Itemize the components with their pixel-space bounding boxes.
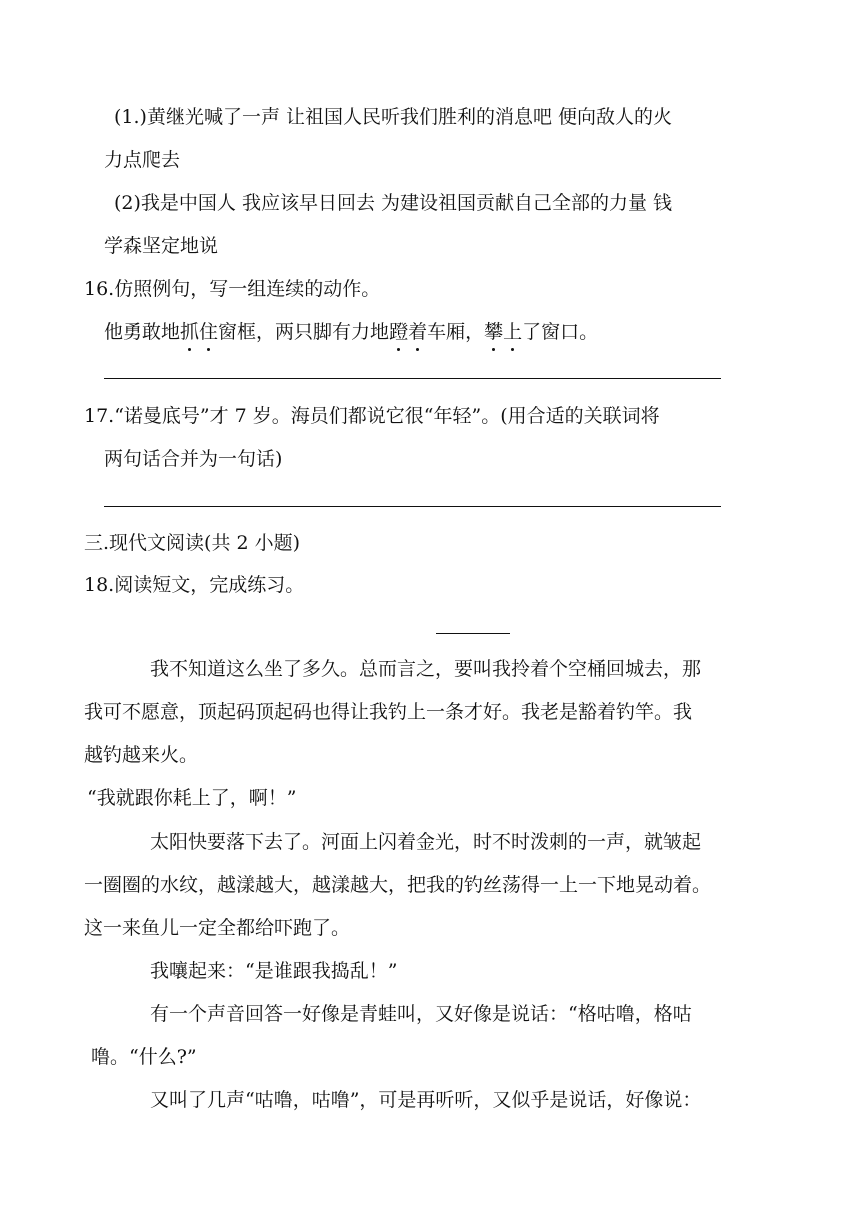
example-seg-3: 车厢， <box>427 321 485 343</box>
section-heading: 三.现代文阅读(共 2 小题) <box>84 532 301 554</box>
q17-line2: 两句话合并为一句话) <box>104 448 283 470</box>
q16-prompt: 16.仿照例句，写一组连续的动作。 <box>84 278 381 300</box>
emphasis-char: 住 <box>199 321 219 343</box>
example-seg-2: 窗框，两只脚有力地 <box>218 321 390 343</box>
passage-p1-line1: 我不知道这么坐了多久。总而言之，要叫我拎着个空桶回城去，那 <box>150 658 702 680</box>
passage-p3-line1: 太阳快要落下去了。河面上闪着金光，时不时泼刺的一声，就皱起 <box>150 831 702 853</box>
emphasis-char: 抓 <box>180 321 200 343</box>
example-seg-1: 他勇敢地 <box>104 321 181 343</box>
q15-item2-line2: 学森坚定地说 <box>104 235 219 257</box>
passage-p1-line3: 越钓越来火。 <box>84 744 199 766</box>
passage-p3-line3: 这一来鱼儿一定全都给吓跑了。 <box>84 917 351 939</box>
passage-p6-line1: 又叫了几声“咕噜，咕噜”，可是再听听，又似乎是说话，好像说： <box>150 1089 702 1111</box>
q17-answer-line[interactable] <box>104 506 721 507</box>
emphasis-char: 攀 <box>484 321 504 343</box>
q17-line1: 17.“诺曼底号”才 7 岁。海员们都说它很“年轻”。(用合适的关联词将 <box>84 405 660 427</box>
emphasis-char: 蹬 <box>389 321 409 343</box>
q15-item2-line1: (2)我是中国人 我应该早日回去 为建设祖国贡献自己全部的力量 钱 <box>114 192 673 214</box>
passage-title-blank <box>436 633 510 634</box>
q18-prompt: 18.阅读短文，完成练习。 <box>84 574 305 596</box>
q16-answer-line[interactable] <box>104 378 721 379</box>
emphasis-char: 着 <box>408 321 428 343</box>
emphasis-char: 上 <box>503 321 523 343</box>
passage-p2: “我就跟你耗上了，啊！” <box>87 787 297 809</box>
q16-example-sentence <box>104 319 598 345</box>
q15-item1-line1: (1.)黄继光喊了一声 让祖国人民听我们胜利的消息吧 便向敌人的火 <box>114 106 673 128</box>
passage-p5-line1: 有一个声音回答一好像是青蛙叫，又好像是说话：“格咕噜，格咕 <box>150 1003 692 1025</box>
passage-p5-line2: 噜。“什么?” <box>91 1046 197 1068</box>
passage-p4: 我嚷起来：“是谁跟我捣乱！” <box>150 960 398 982</box>
passage-p1-line2: 我可不愿意，顶起码顶起码也得让我钓上一条才好。我老是豁着钓竿。我 <box>84 701 693 723</box>
passage-p3-line2: 一圈圈的水纹，越漾越大，越漾越大，把我的钓丝荡得一上一下地晃动着。 <box>84 874 712 896</box>
example-seg-4: 了窗口。 <box>522 321 599 343</box>
q15-item1-line2: 力点爬去 <box>104 149 181 171</box>
